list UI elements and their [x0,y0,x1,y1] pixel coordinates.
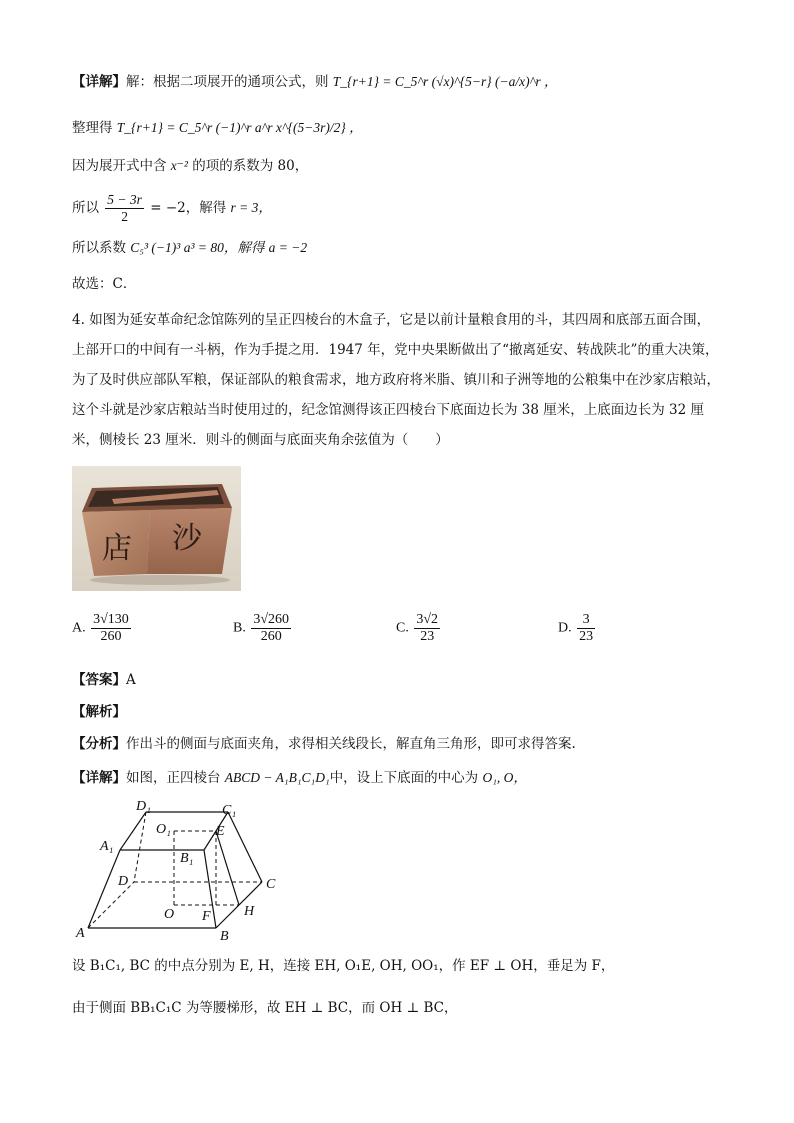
detail-2-line [72,768,527,788]
answer-line [72,670,136,690]
analysis-text: 作出斗的侧面与底面夹角，求得相关线段长，解直角三角形，即可求得答案. [126,736,576,752]
centers: O₁, O， [482,770,527,785]
answer-value: A [126,672,136,688]
detail-eq-5: C₅³ (−1)³ a³ = 80，解得 [130,240,265,255]
frac-den: 2 [121,209,128,224]
option-c[interactable] [396,612,442,645]
label-o: O [164,907,175,922]
detail-text-2: 整理得 [72,120,113,136]
option-b[interactable] [233,612,293,645]
analysis-sub-tag: 【分析】 [72,736,126,752]
r-value: r = 3， [230,200,272,215]
label-d1: D₁ [136,799,151,814]
formula-1: T_{r+1} = C_5^r (√x)^{5−r} (−a/x)^r ， [332,74,558,89]
analysis-tag: 【解析】 [72,704,126,720]
label-b: B [220,929,229,944]
fraction-5-3r-over-2 [105,192,144,225]
question-text: 如图为延安革命纪念馆陈列的呈正四棱台的木盒子，它是以前计量粮食用的斗，其四周和底部五面合围，上部开口的中间有一斗柄，作为手提之用．1947 年，党中央果断做出了“撤离延安、转战陕北”的重大决策，为了及时供应部队军粮，保证部队的粮食需求，地方政府将米脂、镇川和子洲等地的公粮集中在沙家店粮站，这个斗就是沙家店粮站当时使用过的，纪念馆测得该正四棱台下底面边长为 38 厘米，上底面边长为 32 厘米，侧棱长 23 厘米．则斗的侧面与底面夹角余弦值为（ ） [72,312,720,448]
solid-name: ABCD − A₁B₁C₁D₁ [224,770,330,785]
label-c1: C₁ [222,803,237,818]
detail-text-3: 因为展开式中含 [72,158,167,174]
option-b-letter: B. [233,620,246,636]
detail-line-6: 故选：C． [72,276,137,292]
option-a-num: 3√130 [93,612,129,627]
option-d[interactable] [558,612,597,645]
detail-text-5: 所以系数 [72,240,126,256]
wooden-box-photo [72,466,241,591]
option-d-den: 23 [579,629,594,644]
question-number: 4. [72,312,85,328]
a-value: a = −2 [268,240,308,255]
label-b1: B₁ [180,851,194,866]
option-a-letter: A. [72,620,86,636]
detail-line-5 [72,238,307,258]
option-b-num: 3√260 [253,612,290,627]
option-c-num: 3√2 [416,612,439,627]
detail-2-text: 如图，正四棱台 [126,770,221,786]
detail-line-3 [72,156,308,176]
detail-line-4 [72,192,272,225]
label-d: D [118,874,129,889]
detail-text-4: 所以 [72,200,99,216]
detail-eq-4: = −2，解得 [150,200,227,216]
label-o1: O₁ [156,822,171,837]
formula-2: T_{r+1} = C_5^r (−1)^r a^r x^{(5−3r)/2} ， [116,120,363,135]
box-char-left: 店 [102,531,132,566]
label-e: E [216,824,225,839]
label-a1: A₁ [100,839,114,854]
box-char-right: 沙 [172,521,202,556]
detail-tag: 【详解】 [72,74,126,90]
label-h: H [244,904,255,919]
label-c: C [266,877,276,892]
label-f: F [202,909,211,924]
option-c-letter: C. [396,620,409,636]
option-a-den: 260 [100,629,122,644]
detail-line-2 [72,118,363,138]
footer-line-2: 由于侧面 BB₁C₁C 为等腰梯形，故 EH ⊥ BC，而 OH ⊥ BC， [72,1000,458,1016]
x-term: x⁻² [170,158,188,173]
label-a: A [76,926,85,941]
frustum-diagram [72,796,292,946]
answer-tag: 【答案】 [72,672,126,688]
detail-2-tag: 【详解】 [72,770,126,786]
option-d-letter: D. [558,620,572,636]
footer-line-1: 设 B₁C₁, BC 的中点分别为 E, H，连接 EH, O₁E, OH, OO₁，作 EF ⊥ OH，垂足为 F， [72,958,615,974]
question-4 [72,305,722,455]
detail-text-1: 解：根据二项展开的通项公式，则 [126,74,329,90]
detail-2-text-b: 中，设上下底面的中心为 [329,770,479,786]
option-b-den: 260 [260,629,282,644]
analysis-line [72,734,576,754]
frac-num: 5 − 3r [107,192,142,207]
option-c-den: 23 [420,629,435,644]
detail-line-1 [72,72,557,92]
option-d-num: 3 [577,612,595,629]
option-a[interactable] [72,612,133,645]
detail-text-3b: 的项的系数为 80， [192,158,309,174]
